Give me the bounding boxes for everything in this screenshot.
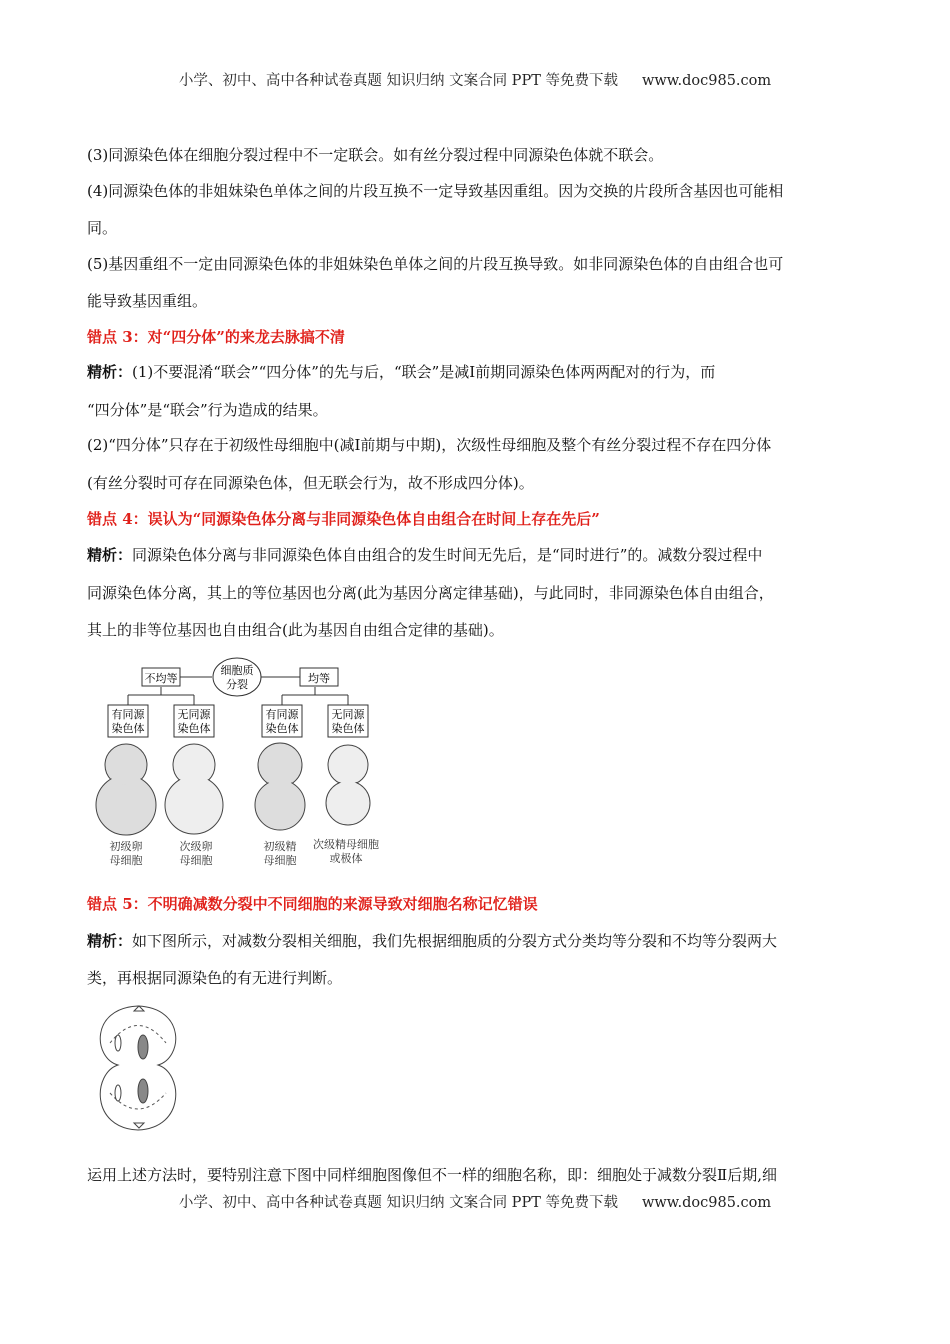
box-has-2: 染色体 [265,722,299,735]
paragraph: “四分体”是“联会”行为造成的结果。 [87,401,328,419]
paragraph: (3)同源染色体在细胞分裂过程中不一定联会。如有丝分裂过程中同源染色体就不联会。 [87,146,664,164]
cell-label: 初级精 [263,840,297,853]
page-header [0,69,950,90]
paragraph [87,545,867,565]
cell-label: 次级卵 [179,840,213,853]
cell-label: 次级精母细胞 [313,838,379,851]
paragraph: (5)基因重组不一定由同源染色体的非姐妹染色单体之间的片段互换导致。如非同源染色体的自由组合也可 [87,255,784,273]
box-has-2: 染色体 [111,722,145,735]
meiosis-classification-diagram [90,655,390,870]
cell-label: 母细胞 [263,854,297,867]
paragraph [87,931,867,951]
paragraph: 同。 [87,219,118,237]
equal-label: 均等 [308,672,330,685]
analysis-label: 精析： [87,363,133,381]
paragraph: 其上的非等位基因也自由组合(此为基因自由组合定律的基础)。 [87,621,504,639]
root-line1: 细胞质 [220,664,254,677]
footer-text: 小学、初中、高中各种试卷真题 知识归纳 文案合同 PPT 等免费下载 [178,1195,618,1211]
analysis-label: 精析： [87,932,133,950]
paragraph [87,362,867,382]
box-has-1: 有同源 [265,708,299,721]
paragraph: (2)“四分体”只存在于初级性母细胞中(减Ⅰ前期与中期)，次级性母细胞及整个有丝分裂过程不存在四分体 [87,436,772,454]
text: (1)不要混淆“联会”“四分体”的先与后，“联会”是减Ⅰ前期同源染色体两两配对的行为，而 [132,363,716,381]
footer-site[interactable]: www.doc985.com [641,1195,772,1211]
paragraph: (有丝分裂时可存在同源染色体，但无联会行为，故不形成四分体)。 [87,474,534,492]
anaphase-cell-diagram [88,1003,188,1133]
paragraph: 能导致基因重组。 [87,292,208,310]
analysis-label: 精析： [87,546,133,564]
cell-label: 初级卵 [109,840,143,853]
paragraph: (4)同源染色体的非姐妹染色单体之间的片段互换不一定导致基因重组。因为交换的片段所含基因也可能相 [87,182,784,200]
paragraph: 运用上述方法时，要特别注意下图中同样细胞图像但不一样的细胞名称，即：细胞处于减数分裂Ⅱ后期,细 [87,1166,777,1184]
paragraph: 同源染色体分离，其上的等位基因也分离(此为基因分离定律基础)，与此同时，非同源染色体自由组合， [87,584,774,602]
header-site[interactable]: www.doc985.com [641,73,772,89]
paragraph: 类，再根据同源染色的有无进行判断。 [87,969,343,987]
secondary-oocyte-cell [165,744,223,834]
box-no-2: 染色体 [331,722,365,735]
error-heading-4: 错点 4：误认为“同源染色体分离与非同源染色体自由组合在时间上存在先后” [87,510,600,528]
unequal-label: 不均等 [144,672,178,685]
cell-label: 母细胞 [179,854,213,867]
box-no-1: 无同源 [331,708,365,721]
box-no-1: 无同源 [177,708,211,721]
secondary-spermatocyte-cell [326,745,370,825]
text: 如下图所示，对减数分裂相关细胞，我们先根据细胞质的分裂方式分类均等分裂和不均等分裂两大 [132,932,778,950]
primary-spermatocyte-cell [255,743,305,830]
cell-label: 母细胞 [109,854,143,867]
header-text: 小学、初中、高中各种试卷真题 知识归纳 文案合同 PPT 等免费下载 [178,73,618,89]
cell-label: 或极体 [329,852,363,865]
error-heading-3: 错点 3：对“四分体”的来龙去脉搞不清 [87,328,345,346]
error-heading-5: 错点 5：不明确减数分裂中不同细胞的来源导致对细胞名称记忆错误 [87,895,538,913]
text: 同源染色体分离与非同源染色体自由组合的发生时间无先后，是“同时进行”的。减数分裂过程中 [132,546,763,564]
page-footer [0,1191,950,1212]
primary-oocyte-cell [96,744,156,835]
box-has-1: 有同源 [111,708,145,721]
root-line2: 分裂 [226,678,248,691]
box-no-2: 染色体 [177,722,211,735]
